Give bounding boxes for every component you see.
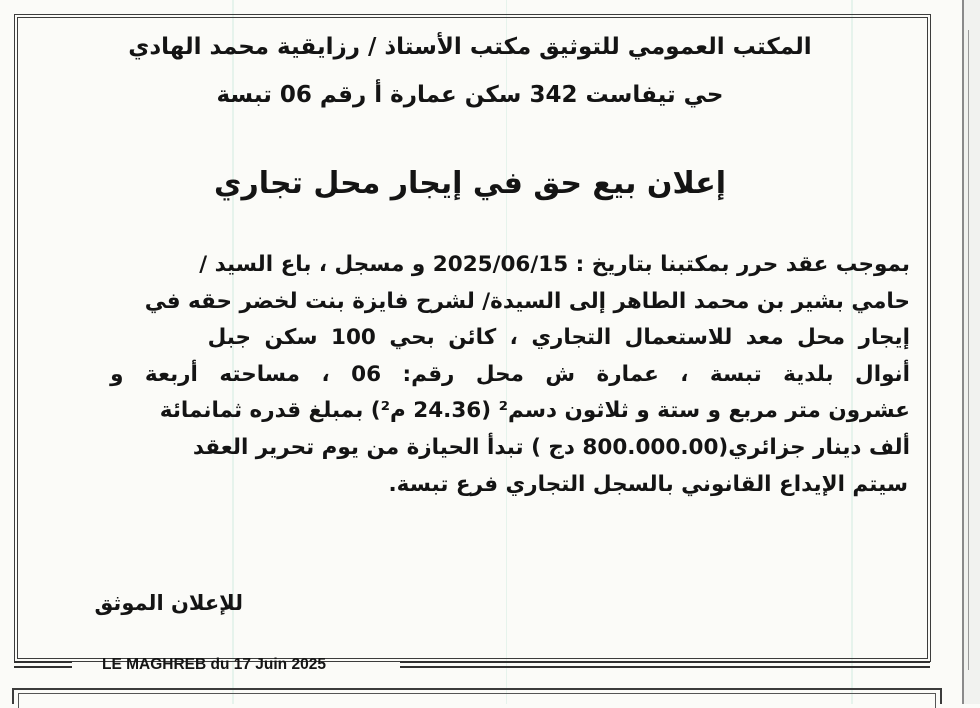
body-line: بموجب عقد حرر بمكتبنا بتاريخ : 2025/06/15 و مسجل ، باع السيد / bbox=[199, 252, 910, 277]
notice-title: إعلان بيع حق في إيجار محل تجاري bbox=[213, 166, 727, 201]
notice-body bbox=[40, 247, 910, 503]
notary-office-address: حي تيفاست 342 سكن عمارة أ رقم 06 تبسة bbox=[216, 82, 724, 108]
adjacent-column-edge bbox=[962, 0, 980, 704]
body-line: سيتم الإيداع القانوني بالسجل التجاري فرع تبسة. bbox=[388, 471, 908, 497]
next-notice-frame bbox=[12, 688, 942, 704]
next-notice-inner-frame bbox=[18, 693, 936, 708]
body-line: ألف دينار جزائري(800.000.00 دج ) تبدأ الحيازة من يوم تحرير العقد bbox=[192, 434, 910, 460]
body-line: أنوال بلدية تبسة ، عمارة ش محل رقم: 06 ، مساحته أربعة و bbox=[110, 361, 910, 387]
adjacent-column-rule bbox=[968, 30, 979, 670]
footer-rule bbox=[14, 661, 72, 668]
body-line: حامي بشير بن محمد الطاهر إلى السيدة/ لشرح فايزة بنت لخضر حقه في bbox=[144, 288, 910, 314]
body-line: إيجار محل معد للاستعمال التجاري ، كائن بحي 100 سكن جبل bbox=[207, 325, 910, 351]
newspaper-source: LE MAGHREB du 17 Juin 2025 bbox=[102, 656, 326, 673]
body-line: عشرون متر مربع و ستة و ثلاثون دسم² (24.36 م²) بمبلغ قدره ثمانمائة bbox=[159, 398, 910, 424]
notary-office-name: المكتب العمومي للتوثيق مكتب الأستاذ / رزايقية محمد الهادي bbox=[128, 34, 812, 60]
notary-signature: للإعلان الموثق bbox=[94, 591, 243, 615]
footer-rule bbox=[400, 661, 930, 668]
